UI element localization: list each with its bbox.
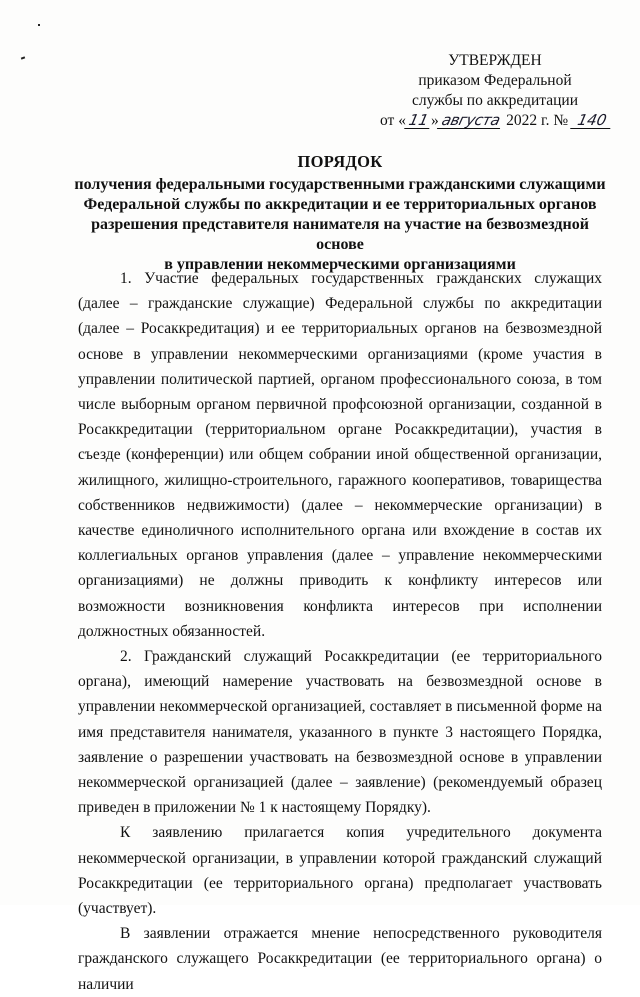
paragraph-3: К заявлению прилагается копия учредительного документа некоммерческой организации, в управлении которой гражданский служащий Росаккредитации (ее территориального органа) предполагает участвовать (участвует).: [78, 824, 602, 918]
paragraph-2: 2. Гражданский служащий Росаккредитации (ее территориального органа), имеющий намерение участвовать на безвозмездной основе в управлении некоммерческой организацией, составляет в письменной форме на имя представителя нанимателя, указанного в пункте 3 настоящего Порядка, заявление о разрешении участвовать на безвозмездной основе в управлении некоммерческой организацией (далее – заявление) (рекомендуемый образец приведен в приложении № 1 к настоящему Порядку).: [78, 648, 602, 817]
document-body: [78, 266, 602, 997]
approval-stamp-block: [380, 51, 610, 131]
paragraph-1: 1. Участие федеральных государственных гражданских служащих (далее – гражданские служащие) Федеральной службы по аккредитации (далее – Росаккредитация) и ее территориальных органов на безвозмездной основе в управлении некоммерческими организациями (кроме участия в управлении политической партией, органом профессионального союза, в том числе выборным органом первичной профсоюзной организации, созданной в Росаккредитации (территориальном органе Росаккредитации), участия в съезде (конференции) или общем собрании иной общественной организации, жилищного, жилищно-строительного, гаражного кооперативов, товарищества собственников недвижимости) (далее – некоммерческие организации) в качестве единоличного исполнительного органа или вхождение в состав их коллегиальных органов управления (далее – управление некоммерческими организациями) не должны приводить к конфликту интересов или возможности возникновения конфликта интересов при исполнении должностных обязанностей.: [78, 270, 602, 640]
approval-title: УТВЕРЖДЕН: [448, 52, 542, 69]
paragraph-4: В заявлении отражается мнение непосредственного руководителя гражданского служащего Росаккредитации (ее территориального органа) о наличии: [78, 925, 602, 993]
approval-date-line: [380, 111, 610, 131]
title-line: разрешения представителя нанимателя на участие на безвозмездной основе: [91, 216, 589, 253]
date-prefix: от «: [380, 112, 406, 129]
handwritten-order-number: 140: [570, 112, 614, 129]
document-title: [70, 152, 610, 275]
handwritten-day: 11: [404, 112, 433, 129]
title-heading: ПОРЯДОК: [297, 152, 383, 171]
title-line: Федеральной службы по аккредитации и ее территориальных органов: [83, 196, 597, 213]
date-separator: »: [431, 112, 439, 129]
title-line: получения федеральными государственными гражданскими служащими: [74, 176, 606, 193]
scan-speck: [21, 56, 25, 59]
approval-order-line: приказом Федеральной: [418, 72, 572, 89]
approval-agency-line: службы по аккредитации: [411, 92, 579, 109]
scan-speck: [38, 24, 40, 26]
title-line: в управлении некоммерческими организациями: [164, 256, 516, 273]
handwritten-month: августа: [437, 112, 505, 129]
year-text: 2022 г. №: [506, 112, 569, 129]
